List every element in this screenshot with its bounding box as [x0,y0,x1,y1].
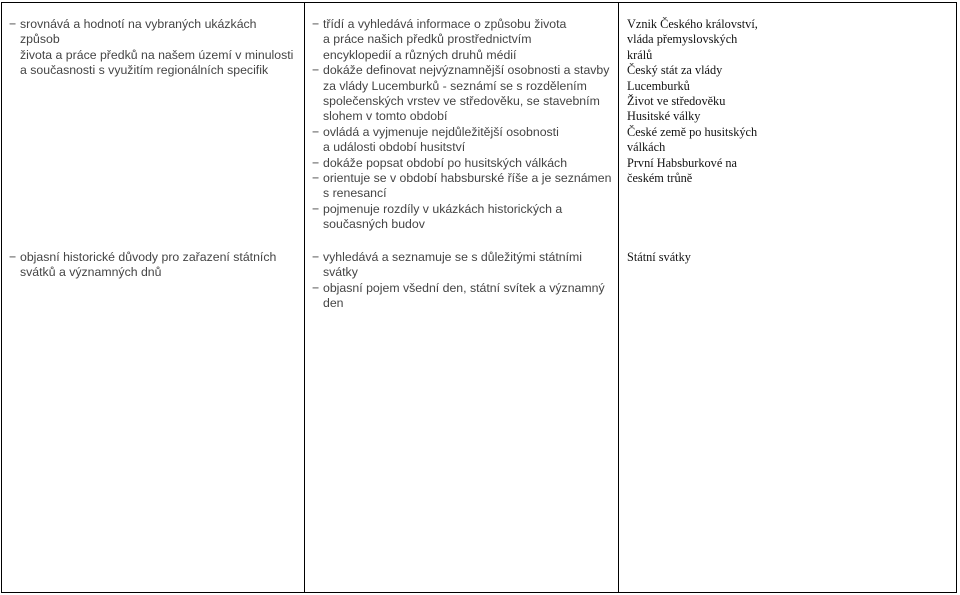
topic-line: První Habsburkové na [627,155,737,170]
row2-topics-cell [627,250,792,265]
list-item [9,250,294,281]
curriculum-text: vyhledává a seznamuje se s důležitými státními svátky [323,250,583,280]
column-divider [618,3,619,592]
row2-curriculum-cell [312,250,612,312]
list-item [312,202,612,233]
dash-bullet: − [312,124,320,139]
topic-line: Husitské války [627,109,701,124]
row1-curriculum-cell [312,17,612,233]
list-item [312,156,612,171]
topic-line: králů [627,47,653,62]
dash-bullet: − [9,17,17,31]
dash-bullet: − [312,17,320,31]
list-item [312,171,612,202]
topic-line: Český stát za vlády [627,63,723,78]
dash-bullet: − [9,250,17,264]
outcome-text: srovnává a hodnotí na vybraných ukázkách způsob života a práce předků na našem území v minulosti a současnosti s využitím regionálních specifik [20,17,294,78]
dash-bullet: − [312,280,320,295]
topic-line: České země po husitských [627,124,758,139]
curriculum-text: třídí a vyhledává informace o způsobu života a práce našich předků prostřednictvím encyklopedií a různých druhů médií [323,17,567,62]
curriculum-text: dokáže definovat nejvýznamnější osobnosti a stavby za vlády Lucemburků - seznámí se s rozdělením společenských vrstev ve středověku, se stavebním slohem v tomto období [323,63,610,124]
row1-outcomes-cell [9,17,294,79]
topic-line: Lucemburků [627,78,690,93]
dash-bullet: − [312,155,320,170]
topic-line: českém trůně [627,171,693,186]
topic-line: vláda přemyslovských [627,32,738,47]
curriculum-text: pojmenuje rozdíly v ukázkách historických a současných budov [323,201,563,232]
list-item [312,250,612,281]
list-item [9,17,294,79]
curriculum-text: ovládá a vyjmenuje nejdůležitější osobnosti a události období husitství [323,124,559,155]
topic-line: Život ve středověku [627,94,726,109]
topic-line: válkách [627,140,666,155]
list-item [312,63,612,125]
dash-bullet: − [312,171,320,186]
row1-topics-cell [627,17,792,186]
topic-line: Státní svátky [627,250,691,264]
list-item [312,281,612,312]
dash-bullet: − [312,63,320,78]
curriculum-text: dokáže popsat období po husitských válkách [323,155,568,170]
topic-line: Vznik Českého království, [627,17,758,31]
dash-bullet: − [312,250,320,264]
curriculum-text: orientuje se v období habsburské říše a je seznámen s renesancí [323,171,612,201]
list-item [312,125,612,156]
row2-outcomes-cell [9,250,294,281]
outcome-text: objasní historické důvody pro zařazení státních svátků a významných dnů [20,250,277,280]
dash-bullet: − [312,201,320,216]
column-divider [304,3,305,592]
list-item [312,17,612,63]
curriculum-text: objasní pojem všední den, státní svítek a významný den [323,280,605,311]
